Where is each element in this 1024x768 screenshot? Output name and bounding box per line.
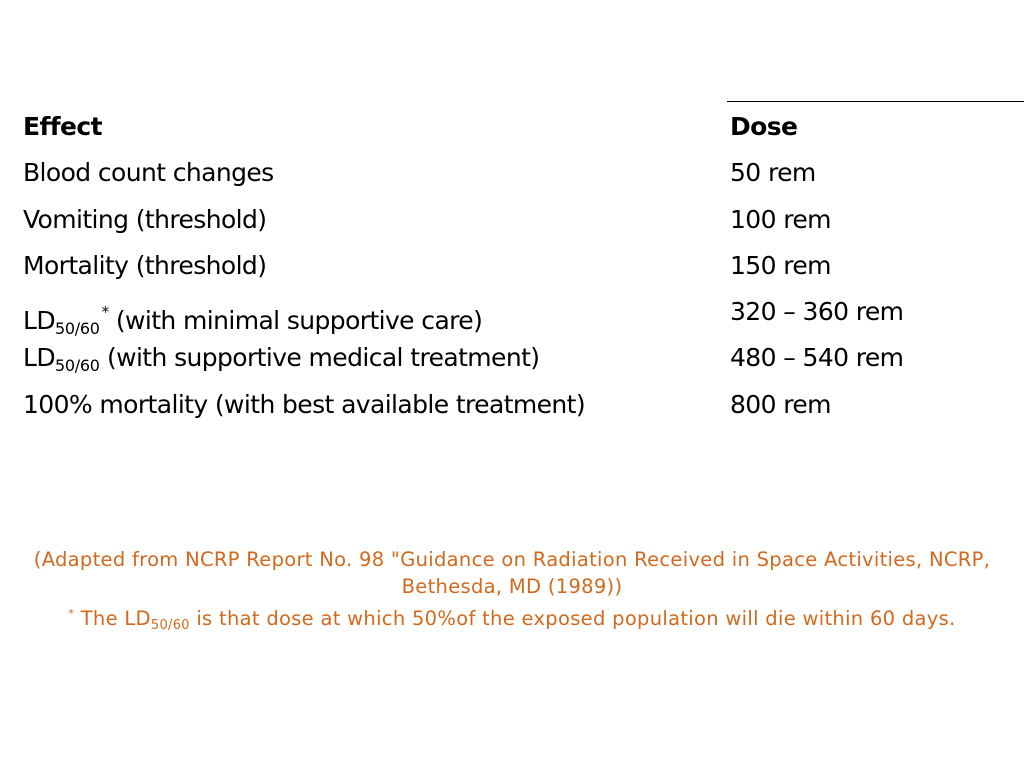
- effect-cell: 100% mortality (with best available treatment): [23, 389, 586, 419]
- table-row: [23, 382, 1023, 428]
- definition-prefix: The LD: [74, 607, 151, 630]
- definition-subscript: 50/60: [150, 618, 190, 633]
- definition-suffix: is that dose at which 50%of the exposed population will die within 60 days.: [189, 607, 956, 630]
- footnote-marker: *: [101, 303, 109, 322]
- dose-cell: 50 rem: [730, 158, 816, 188]
- ld-subscript: 50/60: [54, 356, 100, 376]
- table-top-rule: [727, 101, 1024, 102]
- effect-suffix: (with supportive medical treatment): [99, 343, 540, 373]
- dose-cell: 150 rem: [730, 250, 831, 280]
- dose-cell: 320 – 360 rem: [730, 297, 904, 327]
- header-effect: Effect: [23, 112, 102, 141]
- ld-subscript: 50/60: [54, 319, 100, 339]
- table-row: [23, 197, 1023, 243]
- ld-prefix: LD: [23, 343, 55, 373]
- table-row: [23, 289, 1023, 339]
- dose-cell: 100 rem: [730, 204, 831, 234]
- effect-suffix: (with minimal supportive care): [108, 306, 483, 336]
- effect-cell: Vomiting (threshold): [23, 204, 267, 234]
- effect-cell: Mortality (threshold): [23, 250, 267, 280]
- table-row: [23, 243, 1023, 289]
- dose-effect-table: [23, 104, 1023, 428]
- table-row: [23, 150, 1023, 196]
- ld-prefix: LD: [23, 306, 55, 336]
- table-header-row: [23, 104, 1023, 150]
- table-row: [23, 335, 1023, 381]
- effect-cell: Blood count changes: [23, 158, 274, 188]
- dose-cell: 480 – 540 rem: [730, 343, 904, 373]
- header-dose: Dose: [730, 112, 798, 141]
- source-footnote: [20, 546, 1004, 639]
- ld-definition: [20, 600, 1004, 639]
- definition-marker: *: [68, 607, 75, 620]
- dose-cell: 800 rem: [730, 389, 831, 419]
- source-citation: (Adapted from NCRP Report No. 98 "Guidance on Radiation Received in Space Activities, NCRP, Bethesda, MD (1989)): [33, 548, 991, 598]
